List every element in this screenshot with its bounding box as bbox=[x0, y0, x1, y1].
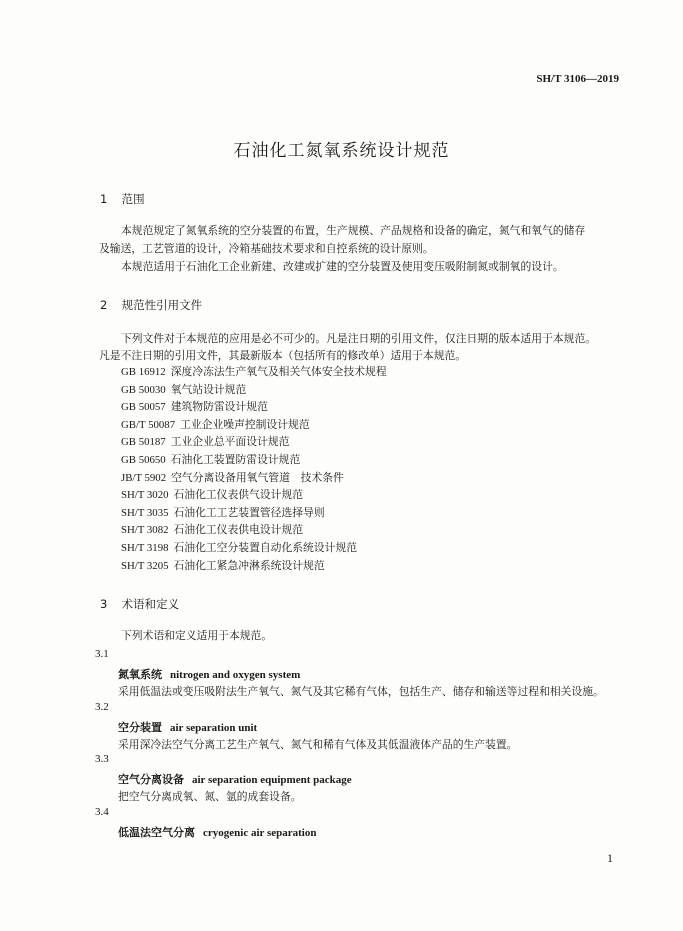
section-1-heading bbox=[100, 191, 145, 207]
reference-code: GB 50030 bbox=[121, 383, 166, 396]
references-intro-line-1: 下列文件对于本规范的应用是必不可少的。凡是注日期的引用文件，仅注日期的版本适用于本规范。 bbox=[121, 332, 597, 345]
term-heading bbox=[118, 719, 257, 735]
term-en: nitrogen and oxygen system bbox=[170, 669, 301, 681]
reference-item bbox=[121, 558, 387, 576]
scope-paragraph-1-line-2: 及输送，工艺管道的设计，冷箱基础技术要求和自控系统的设计原则。 bbox=[99, 242, 434, 255]
reference-code: GB 50650 bbox=[121, 453, 166, 466]
term-en: cryogenic air separation bbox=[203, 827, 317, 839]
reference-title: 石油化工仪表供气设计规范 bbox=[173, 488, 304, 502]
term-zh: 空分装置 bbox=[118, 721, 162, 734]
reference-item bbox=[121, 452, 387, 470]
reference-title: 石油化工紧急冲淋系统设计规范 bbox=[173, 558, 325, 572]
term-definition: 采用低温法或变压吸附法生产氧气、氮气及其它稀有气体，包括生产、储存和输送等过程和相关设施。 bbox=[118, 685, 604, 698]
reference-item bbox=[121, 382, 387, 400]
reference-title: 石油化工装置防雷设计规范 bbox=[170, 452, 301, 466]
references-intro-line-2: 凡是不注日期的引用文件，其最新版本（包括所有的修改单）适用于本规范。 bbox=[99, 349, 467, 362]
term-definition: 把空气分离成氧、氮、氩的成套设备。 bbox=[118, 790, 302, 803]
scope-paragraph-2: 本规范适用于石油化工企业新建、改建或扩建的空分装置及使用变压吸附制氮或制氧的设计。 bbox=[121, 260, 564, 273]
reference-code: GB 50187 bbox=[121, 436, 166, 449]
standard-code: SH/T 3106—2019 bbox=[536, 73, 619, 85]
reference-title: 工业企业总平面设计规范 bbox=[170, 435, 290, 449]
reference-code: SH/T 3082 bbox=[121, 524, 169, 537]
terms-intro: 下列术语和定义适用于本规范。 bbox=[121, 629, 273, 642]
reference-item bbox=[121, 505, 387, 523]
reference-item bbox=[121, 417, 387, 435]
term-en: air separation equipment package bbox=[192, 774, 352, 786]
term-number: 3.2 bbox=[95, 701, 109, 713]
reference-code: SH/T 3205 bbox=[121, 559, 169, 572]
section-number: 3 bbox=[100, 597, 108, 611]
reference-item bbox=[121, 399, 387, 417]
section-title: 范围 bbox=[121, 192, 145, 206]
section-3-heading bbox=[100, 596, 179, 612]
section-title: 术语和定义 bbox=[121, 597, 180, 611]
reference-title: 石油化工工艺装置管径选择导则 bbox=[173, 505, 325, 519]
reference-code: JB/T 5902 bbox=[121, 471, 167, 484]
page-number: 1 bbox=[607, 851, 613, 865]
reference-code: SH/T 3020 bbox=[121, 489, 169, 502]
reference-list bbox=[121, 364, 387, 575]
term-heading bbox=[118, 771, 352, 787]
term-heading bbox=[118, 824, 316, 840]
reference-item bbox=[121, 470, 387, 488]
term-number: 3.4 bbox=[95, 806, 109, 818]
reference-item bbox=[121, 522, 387, 540]
reference-title: 石油化工仪表供电设计规范 bbox=[173, 523, 304, 537]
section-number: 2 bbox=[100, 298, 108, 312]
reference-code: GB 16912 bbox=[121, 366, 166, 378]
term-en: air separation unit bbox=[170, 722, 258, 734]
reference-code: GB/T 50087 bbox=[121, 418, 176, 431]
reference-title: 工业企业噪声控制设计规范 bbox=[180, 417, 310, 431]
section-2-heading bbox=[100, 297, 202, 313]
reference-item bbox=[121, 540, 387, 558]
reference-title: 建筑物防雷设计规范 bbox=[170, 400, 268, 414]
term-definition: 采用深冷法空气分离工艺生产氧气、氮气和稀有气体及其低温液体产品的生产装置。 bbox=[118, 738, 518, 751]
reference-title: 深度冷冻法生产氧气及相关气体安全技术规程 bbox=[170, 365, 387, 378]
scope-paragraph-1-line-1: 本规范规定了氮氧系统的空分装置的布置，生产规模、产品规格和设备的确定，氮气和氧气的储存 bbox=[121, 224, 586, 237]
reference-code: SH/T 3198 bbox=[121, 541, 169, 554]
term-number: 3.3 bbox=[95, 753, 109, 765]
reference-item bbox=[121, 487, 387, 505]
reference-title: 石油化工空分装置自动化系统设计规范 bbox=[173, 540, 358, 554]
document-title: 石油化工氮氧系统设计规范 bbox=[233, 141, 450, 161]
term-zh: 氮氧系统 bbox=[118, 668, 162, 681]
reference-code: SH/T 3035 bbox=[121, 506, 169, 519]
reference-code: GB 50057 bbox=[121, 401, 166, 414]
reference-item bbox=[121, 434, 387, 452]
reference-item bbox=[121, 364, 387, 382]
reference-title: 空气分离设备用氧气管道 技术条件 bbox=[171, 470, 344, 484]
term-zh: 空气分离设备 bbox=[118, 773, 184, 786]
term-heading bbox=[118, 666, 300, 682]
reference-title: 氧气站设计规范 bbox=[170, 382, 247, 396]
section-number: 1 bbox=[100, 192, 108, 206]
term-number: 3.1 bbox=[95, 648, 109, 660]
term-zh: 低温法空气分离 bbox=[118, 826, 195, 839]
section-title: 规范性引用文件 bbox=[121, 298, 203, 312]
